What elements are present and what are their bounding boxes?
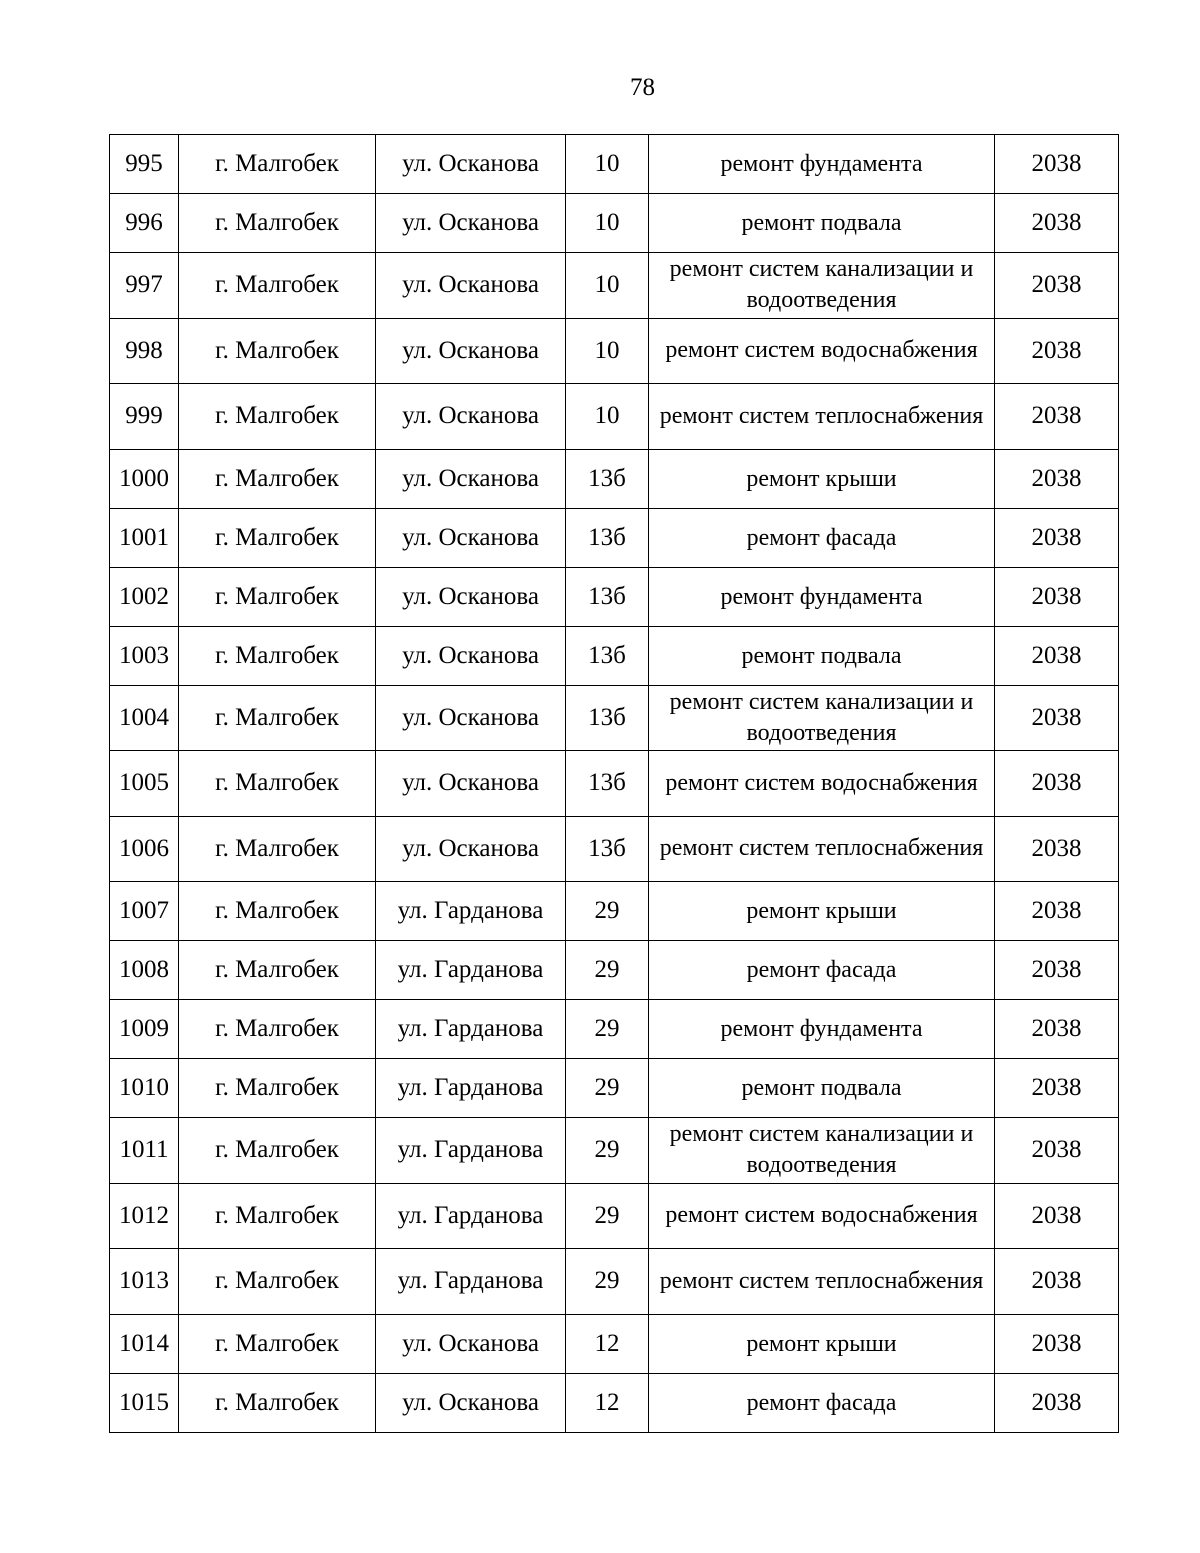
house-cell: 10 [566,135,649,194]
row-number: 1012 [110,1183,179,1249]
work-type-cell: ремонт систем теплоснабжения [649,1249,995,1315]
table-row [110,1183,1119,1249]
row-number: 1006 [110,816,179,882]
year-cell: 2038 [995,1183,1119,1249]
year-cell: 2038 [995,1059,1119,1118]
work-type-cell: ремонт систем канализации и водоотведения [649,1118,995,1184]
table-row [110,567,1119,626]
year-cell: 2038 [995,384,1119,450]
street-cell: ул. Гарданова [376,1000,566,1059]
repair-works-table [109,134,1119,1433]
street-cell: ул. Гарданова [376,882,566,941]
row-number: 997 [110,253,179,319]
city-cell: г. Малгобек [179,1118,376,1184]
year-cell: 2038 [995,1314,1119,1373]
street-cell: ул. Гарданова [376,1059,566,1118]
house-cell: 29 [566,1118,649,1184]
street-cell: ул. Осканова [376,194,566,253]
work-type-cell: ремонт фасада [649,1373,995,1432]
work-type-cell: ремонт крыши [649,1314,995,1373]
row-number: 1011 [110,1118,179,1184]
work-type-cell: ремонт подвала [649,194,995,253]
year-cell: 2038 [995,626,1119,685]
year-cell: 2038 [995,449,1119,508]
year-cell: 2038 [995,1000,1119,1059]
work-type-cell: ремонт крыши [649,882,995,941]
house-cell: 12 [566,1314,649,1373]
row-number: 1015 [110,1373,179,1432]
city-cell: г. Малгобек [179,941,376,1000]
row-number: 1000 [110,449,179,508]
table-row [110,1118,1119,1184]
city-cell: г. Малгобек [179,1249,376,1315]
table-row [110,626,1119,685]
house-cell: 29 [566,1059,649,1118]
city-cell: г. Малгобек [179,135,376,194]
row-number: 1013 [110,1249,179,1315]
house-cell: 29 [566,1249,649,1315]
work-type-cell: ремонт систем канализации и водоотведения [649,253,995,319]
street-cell: ул. Осканова [376,384,566,450]
table-row [110,318,1119,384]
year-cell: 2038 [995,567,1119,626]
row-number: 1002 [110,567,179,626]
street-cell: ул. Осканова [376,318,566,384]
year-cell: 2038 [995,1118,1119,1184]
work-type-cell: ремонт систем водоснабжения [649,318,995,384]
year-cell: 2038 [995,253,1119,319]
house-cell: 13б [566,449,649,508]
house-cell: 10 [566,194,649,253]
row-number: 1008 [110,941,179,1000]
page-number: 78 [630,74,655,101]
city-cell: г. Малгобек [179,626,376,685]
city-cell: г. Малгобек [179,508,376,567]
year-cell: 2038 [995,751,1119,817]
house-cell: 29 [566,882,649,941]
row-number: 1014 [110,1314,179,1373]
table-row [110,1000,1119,1059]
house-cell: 10 [566,253,649,319]
row-number: 1005 [110,751,179,817]
year-cell: 2038 [995,1249,1119,1315]
work-type-cell: ремонт фасада [649,508,995,567]
city-cell: г. Малгобек [179,384,376,450]
street-cell: ул. Гарданова [376,1183,566,1249]
city-cell: г. Малгобек [179,1183,376,1249]
table-row [110,508,1119,567]
row-number: 999 [110,384,179,450]
row-number: 996 [110,194,179,253]
work-type-cell: ремонт систем канализации и водоотведения [649,685,995,751]
house-cell: 29 [566,1183,649,1249]
city-cell: г. Малгобек [179,816,376,882]
city-cell: г. Малгобек [179,567,376,626]
street-cell: ул. Осканова [376,253,566,319]
house-cell: 12 [566,1373,649,1432]
work-type-cell: ремонт фасада [649,941,995,1000]
street-cell: ул. Осканова [376,1314,566,1373]
street-cell: ул. Осканова [376,567,566,626]
table-row [110,449,1119,508]
table-row [110,1373,1119,1432]
row-number: 1001 [110,508,179,567]
row-number: 995 [110,135,179,194]
street-cell: ул. Осканова [376,816,566,882]
table-row [110,941,1119,1000]
house-cell: 13б [566,816,649,882]
year-cell: 2038 [995,318,1119,384]
house-cell: 13б [566,626,649,685]
house-cell: 29 [566,1000,649,1059]
city-cell: г. Малгобек [179,1373,376,1432]
work-type-cell: ремонт фундамента [649,135,995,194]
street-cell: ул. Гарданова [376,1249,566,1315]
work-type-cell: ремонт подвала [649,1059,995,1118]
house-cell: 10 [566,384,649,450]
work-type-cell: ремонт систем теплоснабжения [649,384,995,450]
year-cell: 2038 [995,194,1119,253]
year-cell: 2038 [995,685,1119,751]
work-type-cell: ремонт подвала [649,626,995,685]
house-cell: 13б [566,685,649,751]
row-number: 1003 [110,626,179,685]
table-row [110,1314,1119,1373]
year-cell: 2038 [995,882,1119,941]
street-cell: ул. Гарданова [376,941,566,1000]
city-cell: г. Малгобек [179,1314,376,1373]
work-type-cell: ремонт систем теплоснабжения [649,816,995,882]
table-row [110,1059,1119,1118]
work-type-cell: ремонт систем водоснабжения [649,1183,995,1249]
city-cell: г. Малгобек [179,253,376,319]
house-cell: 13б [566,508,649,567]
table-row [110,882,1119,941]
street-cell: ул. Гарданова [376,1118,566,1184]
city-cell: г. Малгобек [179,1059,376,1118]
row-number: 1009 [110,1000,179,1059]
work-type-cell: ремонт фундамента [649,567,995,626]
table-row [110,384,1119,450]
street-cell: ул. Осканова [376,449,566,508]
street-cell: ул. Осканова [376,1373,566,1432]
table-row [110,816,1119,882]
house-cell: 29 [566,941,649,1000]
city-cell: г. Малгобек [179,318,376,384]
year-cell: 2038 [995,816,1119,882]
city-cell: г. Малгобек [179,194,376,253]
row-number: 1010 [110,1059,179,1118]
house-cell: 13б [566,567,649,626]
work-type-cell: ремонт фундамента [649,1000,995,1059]
house-cell: 10 [566,318,649,384]
work-type-cell: ремонт крыши [649,449,995,508]
table-row [110,253,1119,319]
table-row [110,194,1119,253]
street-cell: ул. Осканова [376,135,566,194]
year-cell: 2038 [995,508,1119,567]
city-cell: г. Малгобек [179,449,376,508]
city-cell: г. Малгобек [179,882,376,941]
street-cell: ул. Осканова [376,685,566,751]
table-row [110,751,1119,817]
year-cell: 2038 [995,1373,1119,1432]
street-cell: ул. Осканова [376,626,566,685]
row-number: 1004 [110,685,179,751]
row-number: 998 [110,318,179,384]
city-cell: г. Малгобек [179,685,376,751]
street-cell: ул. Осканова [376,751,566,817]
year-cell: 2038 [995,941,1119,1000]
work-type-cell: ремонт систем водоснабжения [649,751,995,817]
year-cell: 2038 [995,135,1119,194]
table-row [110,1249,1119,1315]
city-cell: г. Малгобек [179,1000,376,1059]
table-row [110,135,1119,194]
city-cell: г. Малгобек [179,751,376,817]
table-row [110,685,1119,751]
row-number: 1007 [110,882,179,941]
house-cell: 13б [566,751,649,817]
street-cell: ул. Осканова [376,508,566,567]
